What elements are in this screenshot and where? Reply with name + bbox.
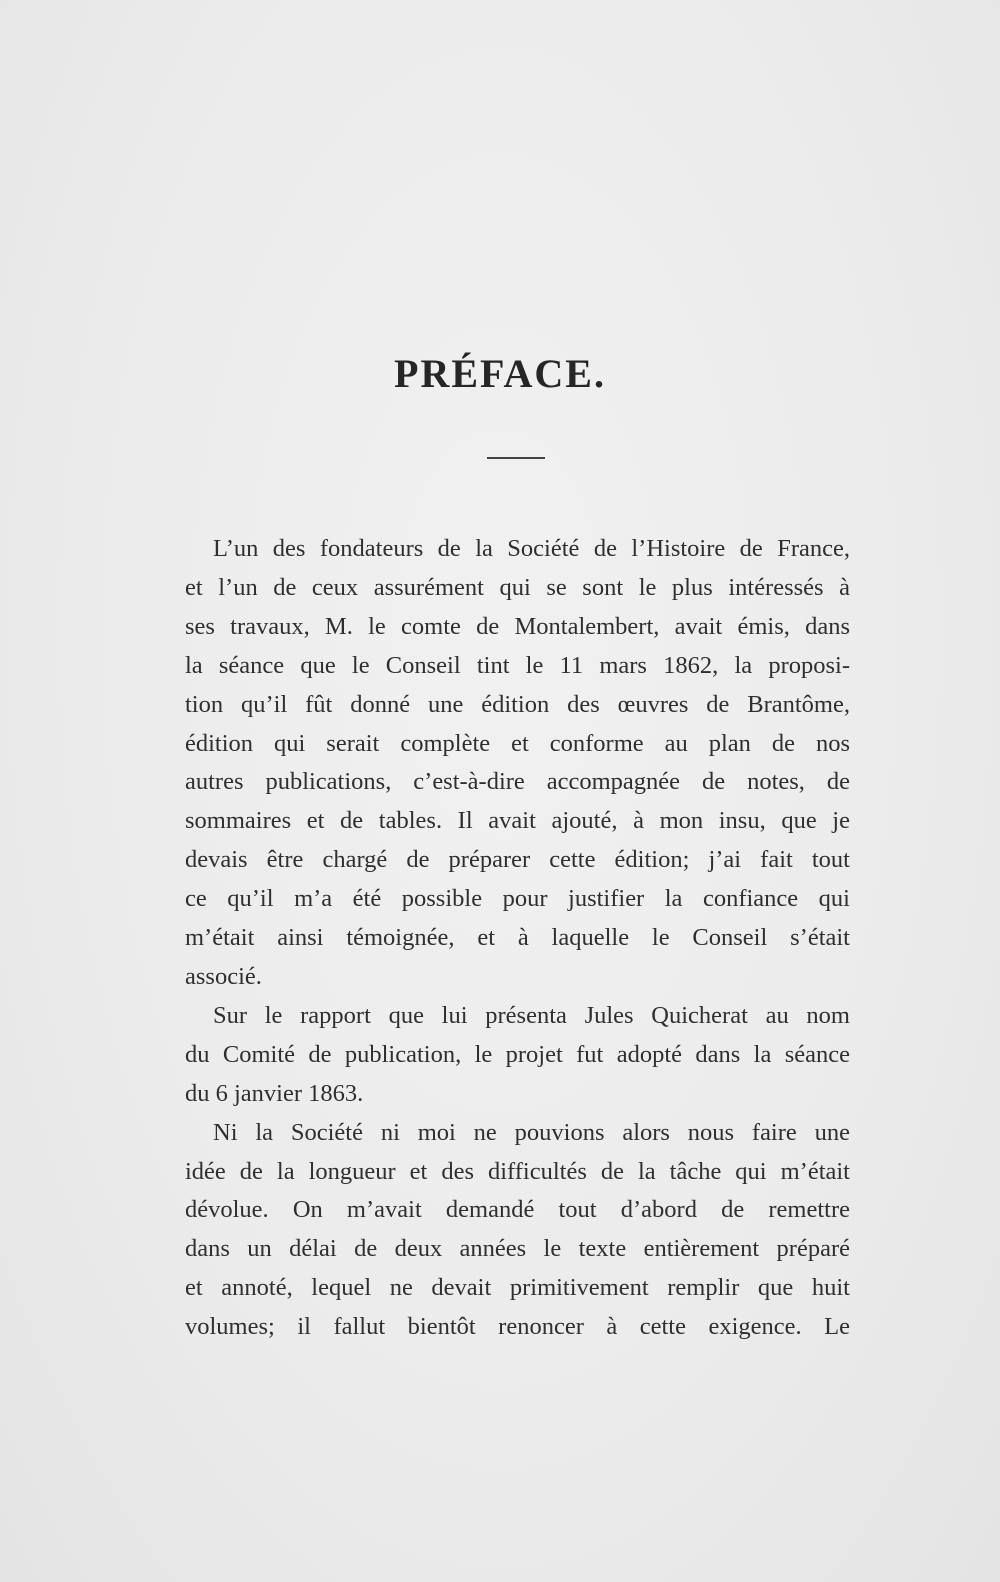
paragraph-2 bbox=[185, 997, 850, 1114]
text-line: du Comité de publication, le projet fut adopté dans la séance bbox=[185, 1040, 850, 1068]
body-text bbox=[185, 530, 850, 1347]
text-line: tion qu’il fût donné une édition des œuvres de Brantôme, bbox=[185, 690, 850, 718]
paragraph-1 bbox=[185, 530, 850, 997]
text-line: sommaires et de tables. Il avait ajouté, à mon insu, que je bbox=[185, 807, 850, 835]
page-title: PRÉFACE. bbox=[394, 351, 606, 396]
text-line: devais être chargé de préparer cette édition; j’ai fait tout bbox=[185, 846, 850, 874]
text-line: Ni la Société ni moi ne pouvions alors nous faire une bbox=[213, 1118, 850, 1146]
text-line: autres publications, c’est-à-dire accompagnée de notes, de bbox=[185, 768, 850, 796]
title-rule bbox=[487, 457, 545, 459]
text-line: ce qu’il m’a été possible pour justifier la confiance qui bbox=[185, 885, 850, 913]
text-line: L’un des fondateurs de la Société de l’Histoire de France, bbox=[213, 535, 850, 562]
text-line: volumes; il fallut bientôt renoncer à cette exigence. Le bbox=[185, 1313, 850, 1341]
text-line: associé. bbox=[185, 962, 262, 990]
text-line: dans un délai de deux années le texte entièrement préparé bbox=[185, 1235, 850, 1263]
text-line: du 6 janvier 1863. bbox=[185, 1079, 364, 1107]
paragraph-3 bbox=[185, 1114, 850, 1347]
text-line: dévolue. On m’avait demandé tout d’abord de remettre bbox=[185, 1196, 850, 1224]
text-line: idée de la longueur et des difficultés de la tâche qui m’était bbox=[185, 1157, 850, 1185]
text-line: et annoté, lequel ne devait primitivement remplir que huit bbox=[185, 1274, 850, 1302]
text-line: la séance que le Conseil tint le 11 mars 1862, la proposi- bbox=[185, 651, 850, 679]
text-line: ses travaux, M. le comte de Montalembert, avait émis, dans bbox=[185, 612, 850, 640]
text-line: et l’un de ceux assurément qui se sont le plus intéressés à bbox=[185, 573, 850, 601]
text-line: Sur le rapport que lui présenta Jules Quicherat au nom bbox=[213, 1001, 850, 1029]
text-line: m’était ainsi témoignée, et à laquelle le Conseil s’était bbox=[185, 924, 850, 952]
text-line: édition qui serait complète et conforme au plan de nos bbox=[185, 729, 850, 757]
